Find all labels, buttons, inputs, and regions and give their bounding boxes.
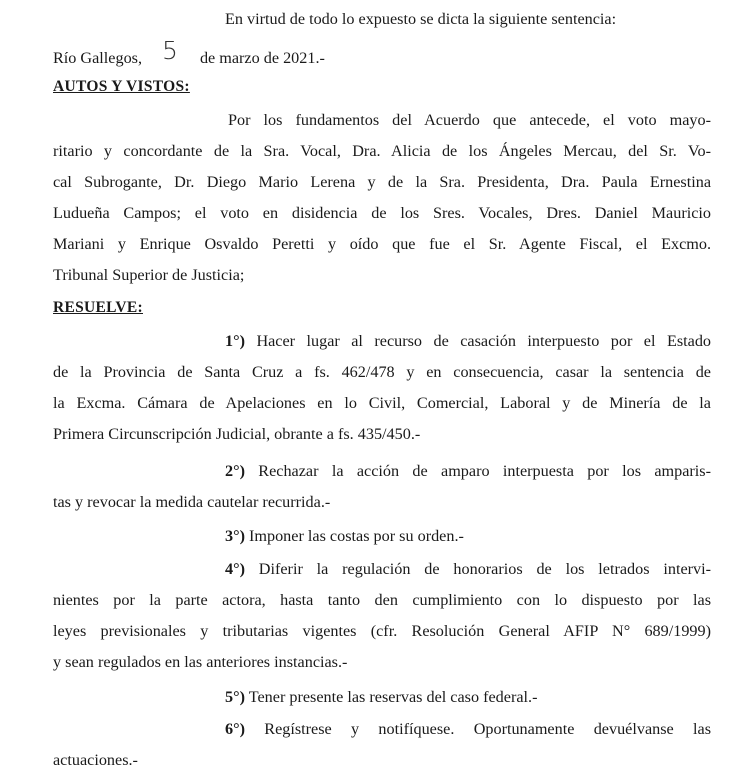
item-6-text: Regístrese y notifíquese. Oportunamente devuélvanse las [264,720,711,738]
item-3-number: 3°) [225,527,245,545]
intro-text: En virtud de todo lo expuesto se dicta la siguiente sentencia: [225,10,617,28]
item-5-number: 5°) [225,688,245,706]
resuelve-heading: RESUELVE: [53,299,143,316]
item-6-line: actuaciones.- [53,751,138,769]
item-4-line: nientes por la parte actora, hasta tanto den cumplimiento con lo dispuesto por las [53,591,711,609]
item-2-first-line [225,461,711,481]
item-1-line: de la Provincia de Santa Cruz a fs. 462/478 y en consecuencia, casar la sentencia de [53,363,711,381]
item-5-text: Tener presente las reservas del caso federal.- [248,688,538,706]
handwritten-day: 5 [162,36,178,65]
item-1-number: 1°) [225,332,245,350]
item-4-text: Diferir la regulación de honorarios de los letrados intervi- [258,560,711,578]
autos-line: cal Subrogante, Dr. Diego Mario Lerena y de la Sra. Presidenta, Dra. Paula Ernestina [53,173,711,191]
item-4-line: leyes previsionales y tributarias vigentes (cfr. Resolución General AFIP N° 689/1999) [53,622,711,640]
item-4-number: 4°) [225,560,245,578]
item-2-number: 2°) [225,462,245,480]
item-1-line: Primera Circunscripción Judicial, obrante a fs. 435/450.- [53,425,421,443]
item-3-line [225,526,711,546]
date-place: Río Gallegos, [53,49,143,67]
date-rest: de marzo de 2021.- [199,49,325,67]
item-6-first-line [225,719,711,739]
item-1-text: Hacer lugar al recurso de casación interpuesto por el Estado [256,332,712,350]
autos-line: Ludueña Campos; el voto en disidencia de los Sres. Vocales, Dres. Daniel Mauricio [53,204,711,222]
item-1-line: la Excma. Cámara de Apelaciones en lo Civil, Comercial, Laboral y de Minería de la [53,394,711,412]
item-6-number: 6°) [225,720,245,738]
autos-line: Mariani y Enrique Osvaldo Peretti y oído que fue el Sr. Agente Fiscal, el Excmo. [53,235,711,253]
item-2-text: Rechazar la acción de amparo interpuesta por los amparis- [258,462,711,480]
item-5-line [225,687,711,707]
autos-line: Tribunal Superior de Justicia; [53,266,245,284]
autos-heading: AUTOS Y VISTOS: [53,78,190,95]
autos-line: ritario y concordante de la Sra. Vocal, Dra. Alicia de los Ángeles Mercau, del Sr. Vo- [53,142,711,160]
item-4-first-line [225,559,711,579]
item-4-line: y sean regulados en las anteriores instancias.- [53,653,348,671]
item-1-first-line [225,331,711,351]
cropped-top-line [53,0,213,4]
item-2-line: tas y revocar la medida cautelar recurrida.- [53,493,331,511]
autos-line: Por los fundamentos del Acuerdo que antecede, el voto mayo- [228,111,711,129]
date-line [53,36,711,68]
item-3-text: Imponer las costas por su orden.- [249,527,464,545]
